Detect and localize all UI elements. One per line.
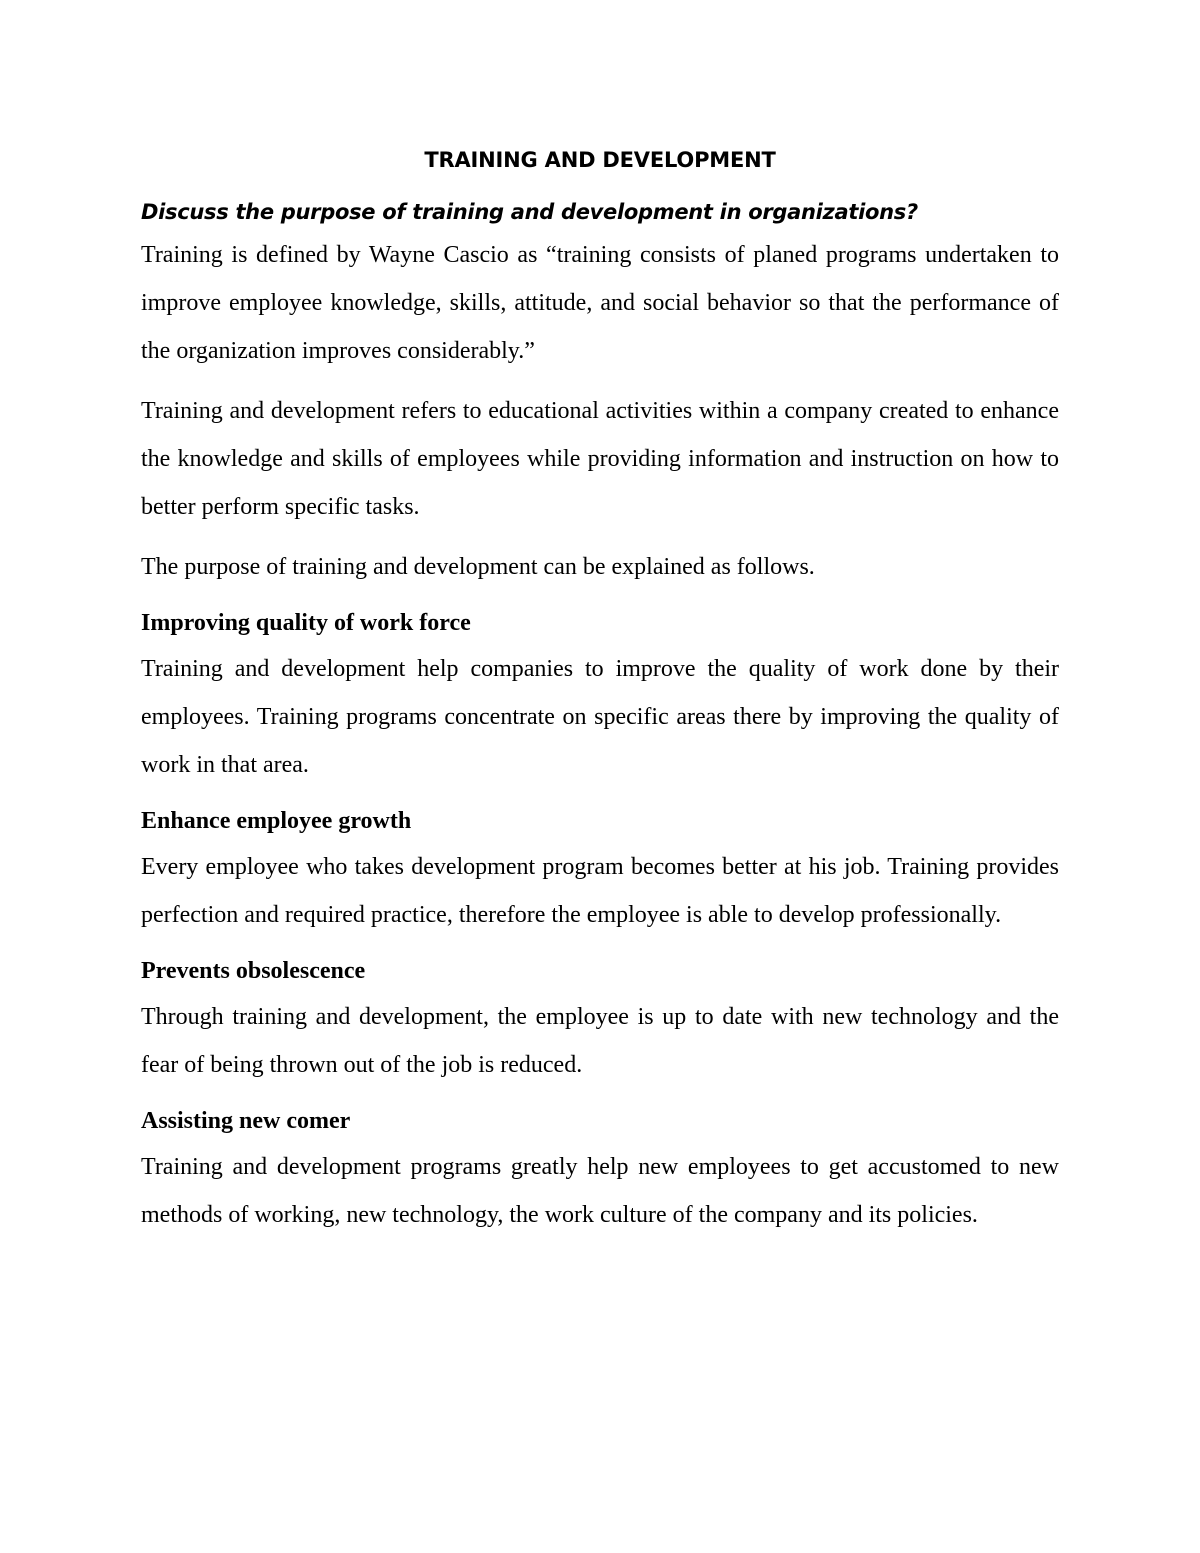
section-body: Every employee who takes development program becomes better at his job. Training provides perfection and required practice, therefore the employee is able to develop professionally. xyxy=(141,854,1059,928)
section-heading: Assisting new comer xyxy=(141,1108,351,1134)
section-quality xyxy=(141,605,1059,789)
question-heading: Discuss the purpose of training and development in organizations? xyxy=(141,200,918,224)
section-heading: Prevents obsolescence xyxy=(141,958,366,984)
section-body: Through training and development, the employee is up to date with new technology and the fear of being thrown out of the job is reduced. xyxy=(141,1004,1059,1078)
section-obsolescence xyxy=(141,953,1059,1089)
section-heading: Enhance employee growth xyxy=(141,808,412,834)
section-new-comer xyxy=(141,1103,1059,1239)
document-title: TRAINING AND DEVELOPMENT xyxy=(424,148,776,172)
section-growth xyxy=(141,803,1059,939)
intro-paragraph-definition: Training is defined by Wayne Cascio as “training consists of planed programs undertaken to improve employee knowledge, skills, attitude, and social behavior so that the performance of the organization improves considerably.” xyxy=(141,242,1059,364)
intro-paragraph-description: Training and development refers to educational activities within a company created to enhance the knowledge and skills of employees while providing information and instruction on how to better perform specific tasks. xyxy=(141,398,1059,520)
section-heading: Improving quality of work force xyxy=(141,610,471,636)
section-body: Training and development help companies to improve the quality of work done by their employees. Training programs concentrate on specific areas there by improving the quality of work in that area. xyxy=(141,656,1059,778)
intro-paragraph-purpose: The purpose of training and development can be explained as follows. xyxy=(141,554,815,580)
document-body xyxy=(141,143,1059,1239)
section-body: Training and development programs greatly help new employees to get accustomed to new methods of working, new technology, the work culture of the company and its policies. xyxy=(141,1154,1059,1228)
